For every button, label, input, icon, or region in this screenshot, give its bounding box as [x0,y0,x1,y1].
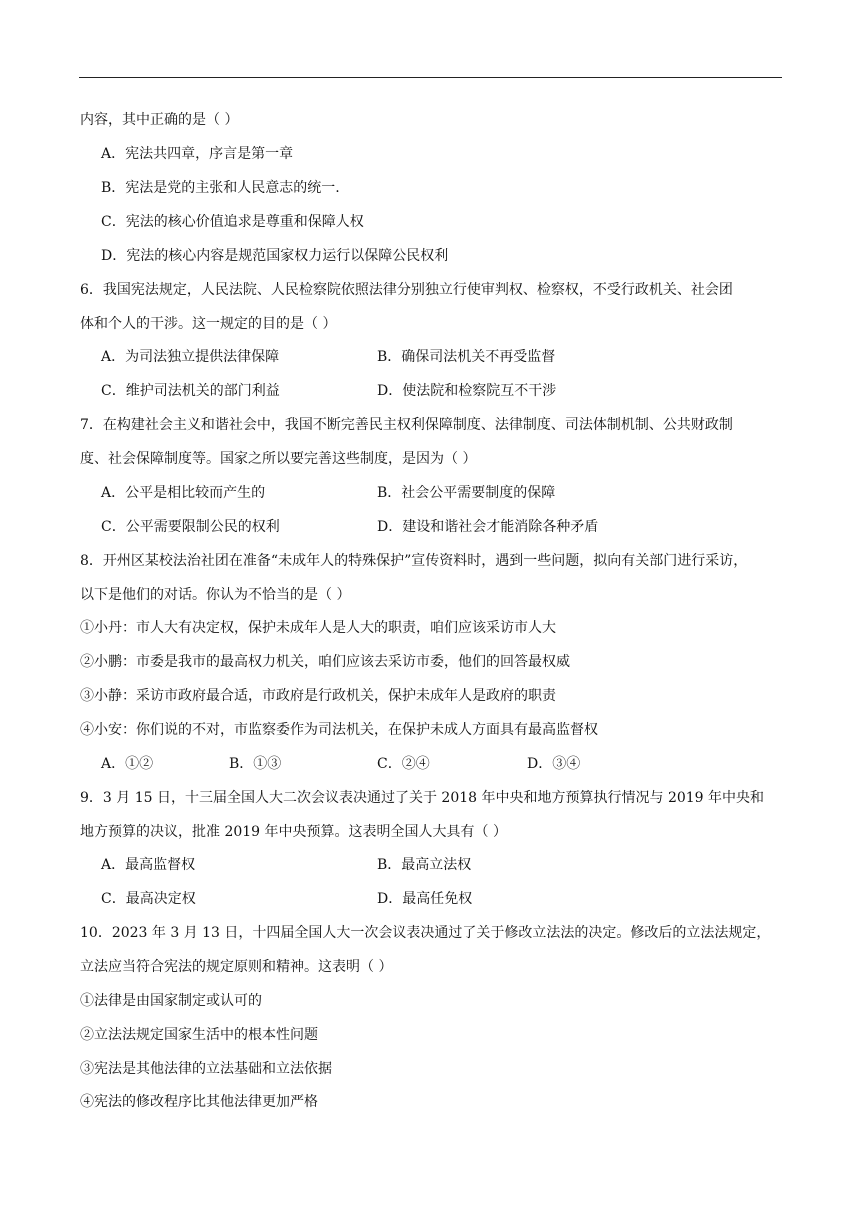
q5-option-b: B．宪法是党的主张和人民意志的统一. [101,180,340,196]
q6-stem-line1: 6．我国宪法规定，人民法院、人民检察院依照法律分别独立行使审判权、检察权，不受行政机关、社会团 [80,282,733,298]
q6-option-a: A．为司法独立提供法律保障 [101,349,280,365]
q7-option-d: D．建设和谐社会才能消除各种矛盾 [377,519,599,535]
q10-statement-1: ①法律是由国家制定或认可的 [80,993,262,1009]
header-rule [79,77,782,78]
q10-statement-2: ②立法法规定国家生活中的根本性问题 [80,1027,318,1043]
q5-option-d: D．宪法的核心内容是规范国家权力运行以保障公民权利 [101,248,449,264]
q6-option-b: B．确保司法机关不再受监督 [377,349,556,365]
q9-stem-line1: 9．3 月 15 日，十三届全国人大二次会议表决通过了关于 2018 年中央和地方预算执行情况与 2019 年中央和 [80,790,765,806]
q8-option-b: B．①③ [229,756,282,772]
q5-option-c: C．宪法的核心价值追求是尊重和保障人权 [101,214,364,230]
q10-stem-line1: 10．2023 年 3 月 13 日，十四届全国人大一次会议表决通过了关于修改立法法的决定。修改后的立法法规定， [80,925,771,941]
q8-statement-3: ③小静：采访市政府最合适，市政府是行政机关，保护未成年人是政府的职责 [80,688,556,704]
q8-statement-2: ②小鹏：市委是我市的最高权力机关，咱们应该去采访市委，他们的回答最权威 [80,654,570,670]
q7-option-c: C．公平需要限制公民的权利 [101,519,280,535]
q9-stem-line2: 地方预算的决议，批准 2019 年中央预算。这表明全国人大具有（ ） [80,824,507,840]
q8-option-a: A．①② [101,756,154,772]
q9-option-b: B．最高立法权 [377,857,472,873]
q8-option-c: C．②④ [377,756,430,772]
q6-option-c: C．维护司法机关的部门利益 [101,383,280,399]
q5-stem: 内容，其中正确的是（ ） [80,112,239,128]
q5-option-a: A．宪法共四章，序言是第一章 [101,146,294,162]
q10-statement-3: ③宪法是其他法律的立法基础和立法依据 [80,1061,332,1077]
q8-stem-line2: 以下是他们的对话。你认为不恰当的是（ ） [80,587,351,603]
q6-stem-line2: 体和个人的干涉。这一规定的目的是（ ） [80,316,337,332]
q10-stem-line2: 立法应当符合宪法的规定原则和精神。这表明（ ） [80,959,393,975]
q8-statement-4: ④小安：你们说的不对，市监察委作为司法机关，在保护未成人方面具有最高监督权 [80,722,598,738]
q9-option-c: C．最高决定权 [101,891,196,907]
q7-stem-line2: 度、社会保障制度等。国家之所以要完善这些制度，是因为（ ） [80,451,477,467]
q10-statement-4: ④宪法的修改程序比其他法律更加严格 [80,1094,318,1110]
q9-option-a: A．最高监督权 [101,857,196,873]
q6-option-d: D．使法院和检察院互不干涉 [377,383,557,399]
q8-stem-line1: 8．开州区某校法治社团在准备“未成年人的特殊保护”宣传资料时，遇到一些问题，拟向有关部门进行采访， [80,553,748,569]
q9-option-d: D．最高任免权 [377,891,473,907]
q7-option-a: A．公平是相比较而产生的 [101,485,266,501]
q7-stem-line1: 7．在构建社会主义和谐社会中，我国不断完善民主权利保障制度、法律制度、司法体制机制、公共财政制 [80,417,733,433]
q8-option-d: D．③④ [527,756,581,772]
q8-statement-1: ①小丹：市人大有决定权，保护未成年人是人大的职责，咱们应该采访市人大 [80,620,556,636]
q7-option-b: B．社会公平需要制度的保障 [377,485,556,501]
